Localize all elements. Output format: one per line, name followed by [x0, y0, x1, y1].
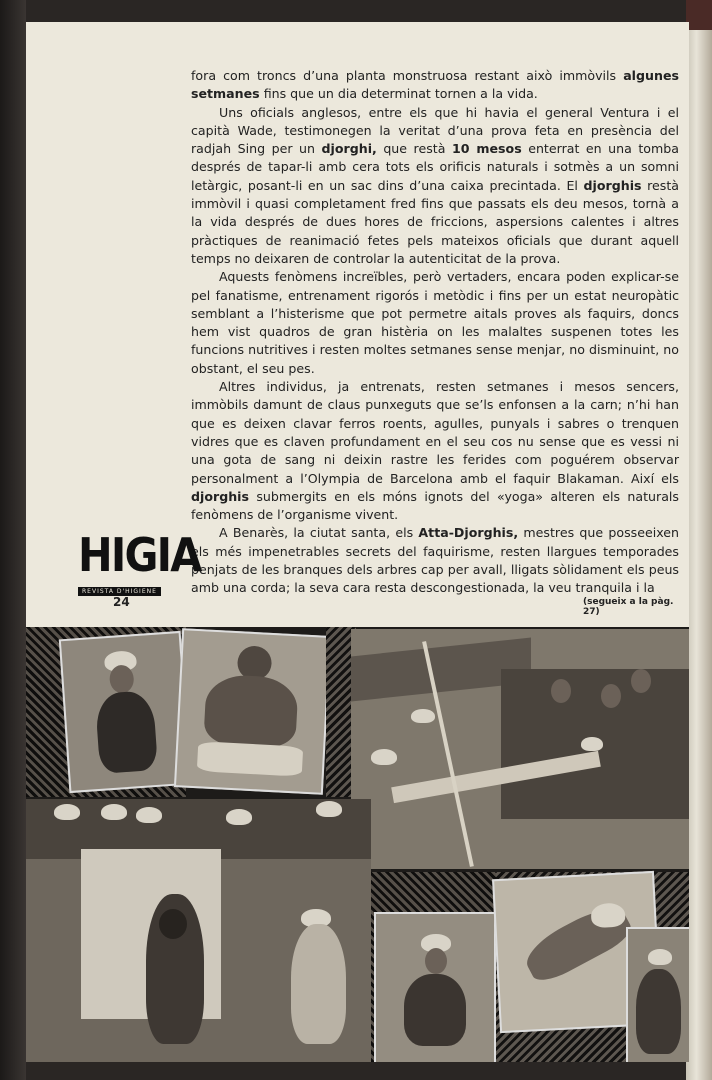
article-paragraph: Uns oficials anglesos, entre els que hi havia el general Ventura i el capità Wade, testimonegen la veritat d’una prova feta en presència del radjah Sing per un djorghi, que restà 10 mesos enterrat en una tomba després de tapar-li amb cera tots els orificis naturals i sotmès a un somni letàrgic, posant-li en un sac dins d’una caixa precintada. El djorghis restà immòvil i quasi completament fred fins que passats els deu mesos, tornà a la vida després de dues hores de friccions, aspersions calentes i altres pràctiques de reanimació fetes pels mateixos oficials que durant aquell temps no deixaren de controlar la autenticitat de la prova.	[191, 104, 679, 266]
photo-crowd-raised-arms	[26, 799, 371, 1062]
photo-fakir-edge	[626, 927, 689, 1062]
cover-edge	[686, 0, 712, 30]
photo-collage	[26, 627, 689, 1062]
article-paragraph: Aquests fenòmens increïbles, però vertaders, encara poden explicar-se pel fanatisme, entrenament rigorós i metòdic i fins per un estat neuropàtic semblant a l’histerisme que pot permetre aitals proves als faquirs, doncs hem vist quadros de gran histèria on les malaltes suspenen totes les funcions nutritives i resten moltes setmanes sense menjar, no disminuint, no obstant, el seu pes.	[191, 269, 679, 376]
photo-fakir-seated	[374, 912, 496, 1062]
photo-bed-of-nails-crowd	[351, 629, 689, 869]
photo-fakir-portrait	[59, 631, 191, 793]
page-number: 24	[113, 595, 130, 609]
bold-term: djorghi,	[321, 141, 377, 157]
masthead-title: HIGIA	[78, 528, 201, 582]
binding-spine	[0, 0, 26, 1080]
bold-term: Atta-Djorghis,	[418, 525, 519, 541]
continuation-note: (segueix a la pàg. 27)	[583, 597, 674, 617]
article-paragraph: fora com troncs d’una planta monstruosa restant això immòvils algunes setmanes fins que un dia determinat tornen a la vida.	[191, 68, 679, 102]
bold-term: djorghis	[583, 177, 642, 193]
article-paragraph: Altres individus, ja entrenats, resten setmanes i mesos sencers, immòbils damunt de claus punxeguts que se’ls enfonsen a la carn; n’hi han que es deixen clavar ferros roents, agulles, punyals i sabres o trenquen vidres que es claven profundament en el seu cos nu sense que es vessi ni una gota de sang ni deixin rastre les ferides com poguérem observar personalment a l’Olympia de Barcelona amb el faquir Blakaman. Així els djorghis submergits en els móns ignots del «yoga» alteren els naturals fenòmens de l’organisme vivent.	[191, 379, 679, 523]
bold-term: 10 mesos	[451, 141, 522, 157]
article-text	[191, 67, 679, 598]
article-paragraph: A Benarès, la ciutat santa, els Atta-Djorghis, mestres que posseeixen els més impenetrables secrets del faquirisme, resten llargues temporades penjats de les branques dels arbres cap per avall, lligats sòlidament els peus amb una corda; la seva cara resta descongestionada, la veu tranquila i la	[191, 525, 679, 596]
bold-term: djorghis	[191, 488, 249, 504]
bold-term: algunes setmanes	[191, 68, 679, 102]
masthead-logo	[78, 528, 201, 597]
photo-fakir-crouching	[174, 628, 331, 795]
magazine-page	[26, 22, 689, 1062]
masthead-subtitle: REVISTA D'HIGIENE	[78, 587, 161, 596]
next-page-edge	[686, 0, 712, 1080]
